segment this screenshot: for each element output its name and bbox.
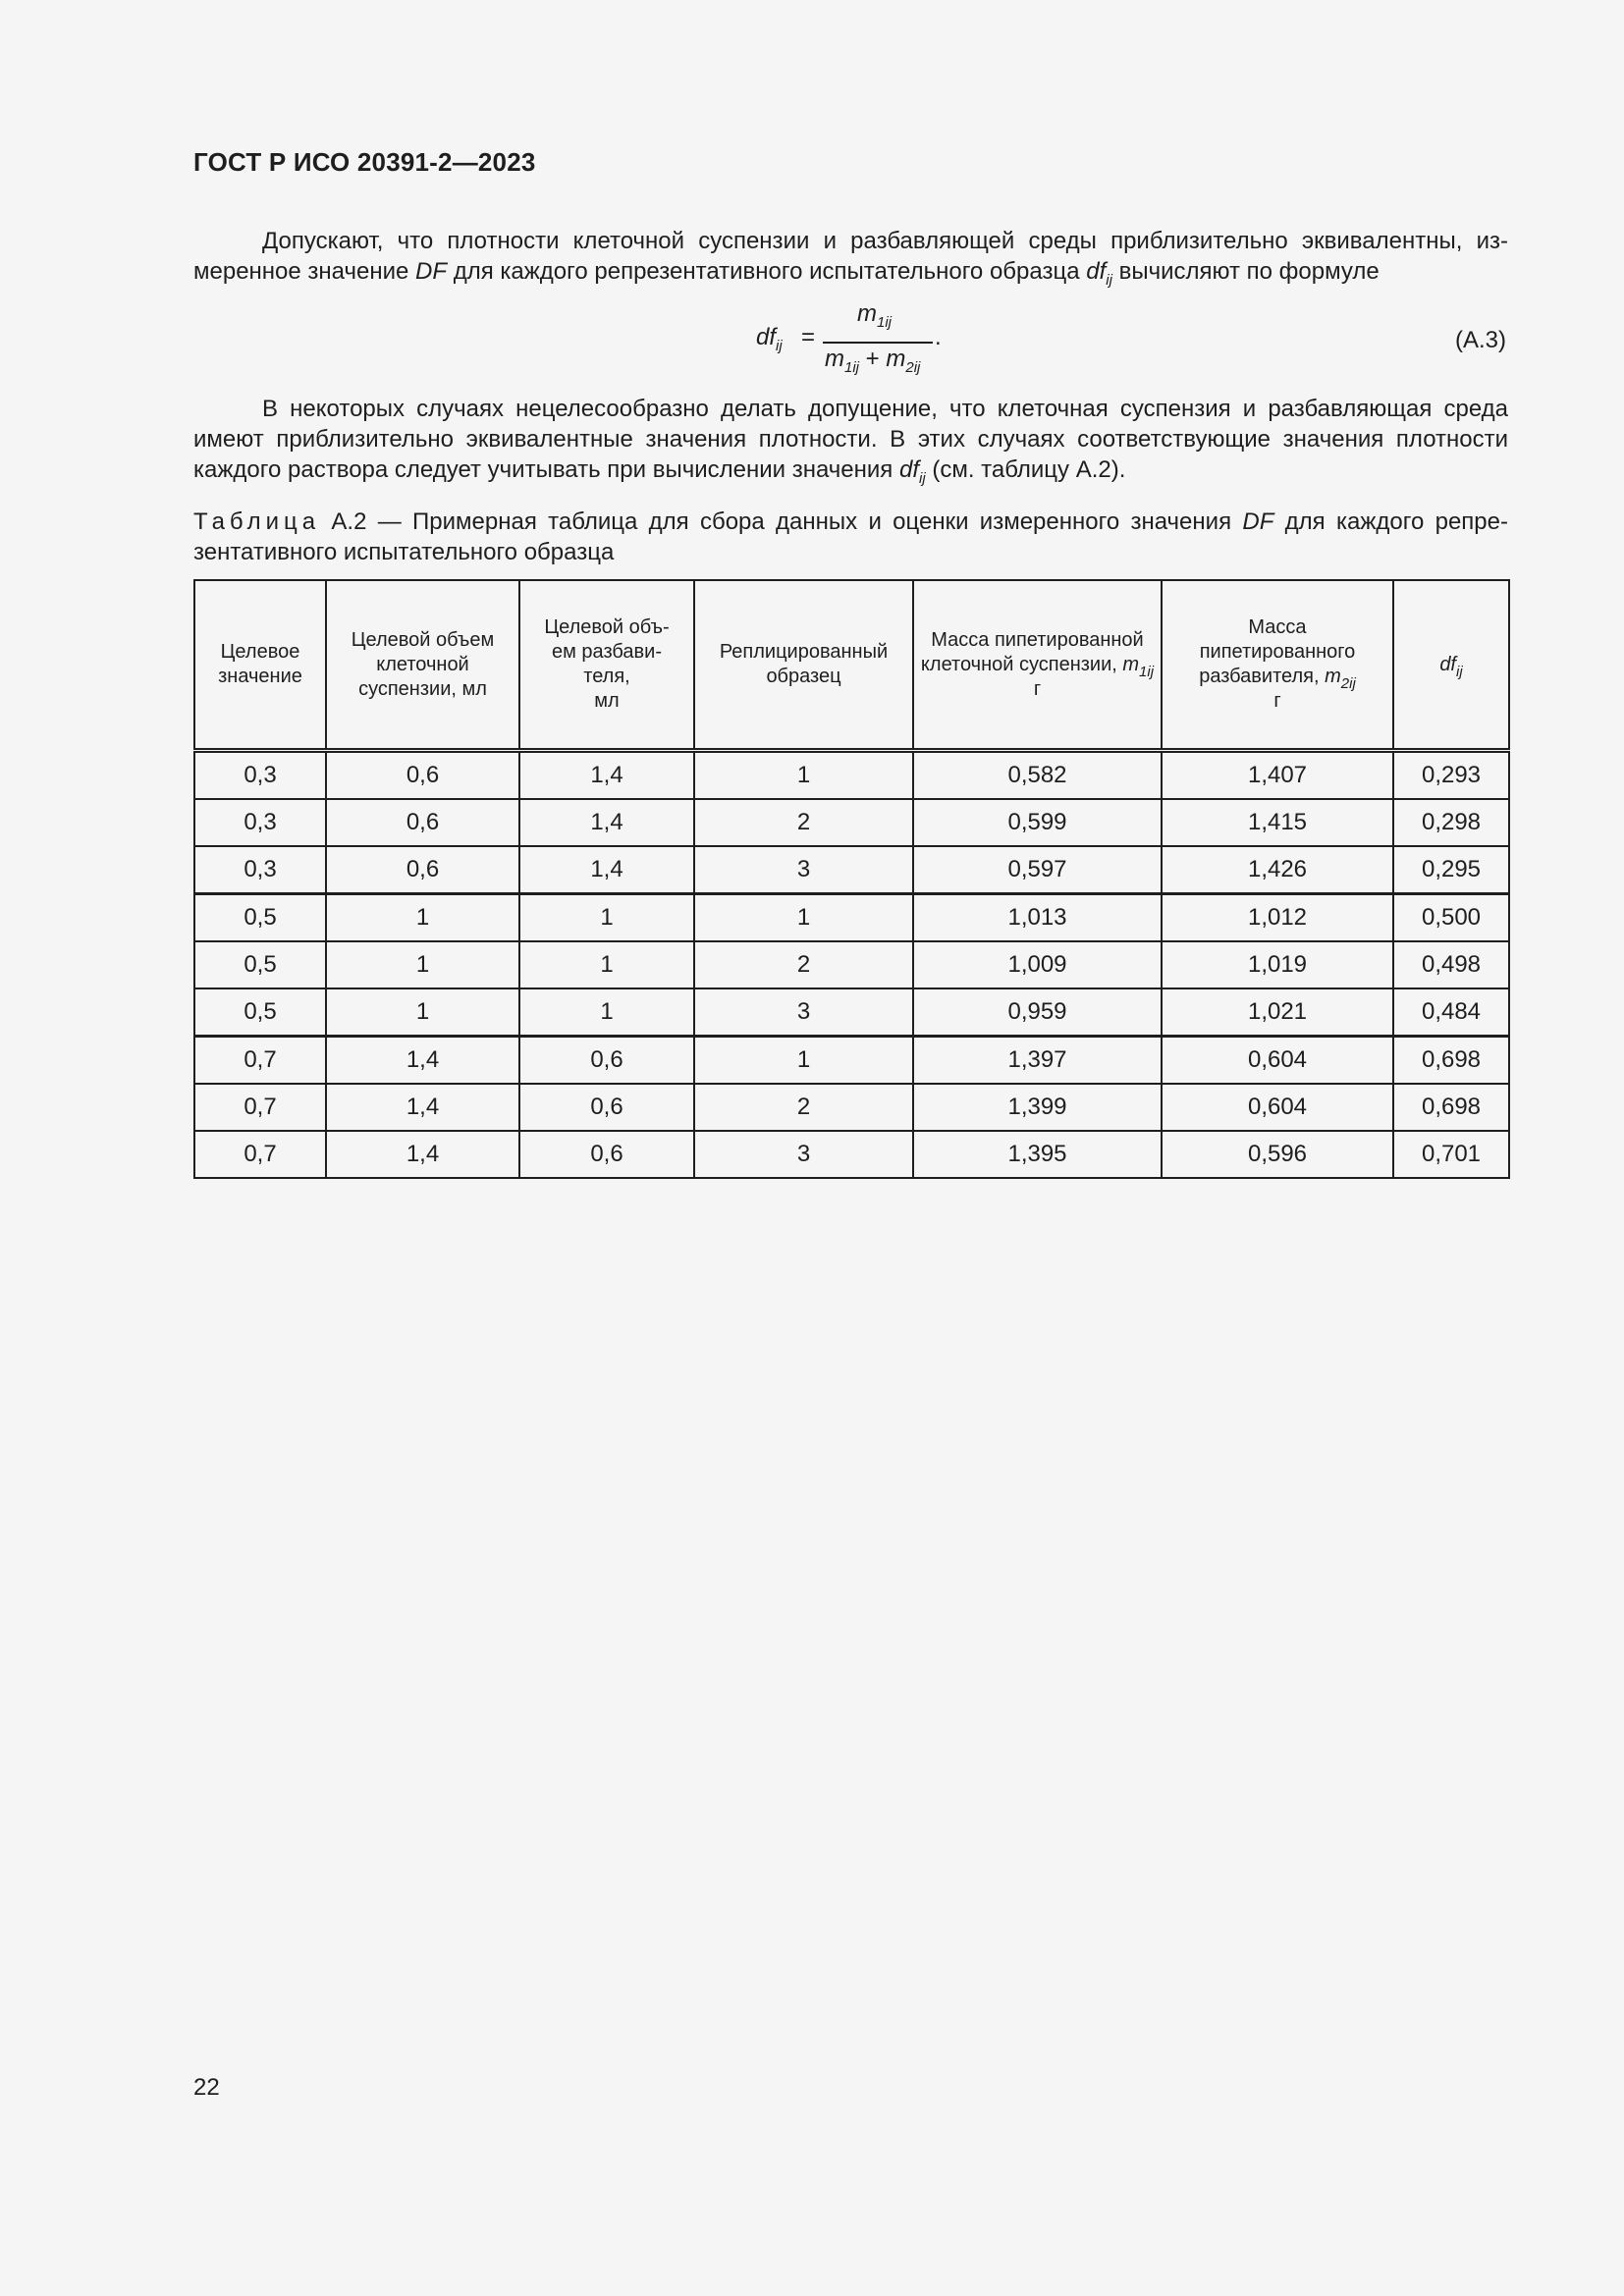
header-cell-mass: Масса пипетированной клеточной суспензии, $m_{1ij}$ г	[913, 580, 1162, 751]
table-header-row	[194, 580, 1509, 751]
table-cell: 1,019	[1162, 941, 1393, 988]
table-cell: 0,597	[913, 846, 1162, 894]
table-cell: 0,6	[326, 846, 519, 894]
table-cell: 0,599	[913, 799, 1162, 846]
formula-number: (A.3)	[1455, 327, 1507, 353]
table-cell: 0,959	[913, 988, 1162, 1037]
table-cell: 1,009	[913, 941, 1162, 988]
document-code-header: ГОСТ Р ИСО 20391-2—2023	[193, 147, 536, 177]
table-cell: 2	[694, 1084, 913, 1131]
table-row	[194, 1131, 1509, 1178]
table-cell: 1,4	[326, 1084, 519, 1131]
table-cell: 1,415	[1162, 799, 1393, 846]
paragraph-line: имеют приблизительно эквивалентные значения плотности. В этих случаях соответствующие значения плотности	[193, 426, 1508, 453]
table-cell: 0,3	[194, 751, 326, 800]
table-cell: 0,604	[1162, 1037, 1393, 1085]
table-cell: 1,397	[913, 1037, 1162, 1085]
table-cell: 1,4	[519, 751, 694, 800]
paragraph-line: В некоторых случаях нецелесообразно делать допущение, что клеточная суспензия и разбавляющая среда	[262, 396, 1508, 422]
table-cell: 0,6	[519, 1084, 694, 1131]
paragraph-line: каждого раствора следует учитывать при вычислении значения $df_{ij}$ (см. таблицу А.2).	[193, 456, 1126, 487]
table-cell: 1,4	[326, 1037, 519, 1085]
header-df: $df_{ij}$	[1393, 580, 1509, 751]
table-cell: 1	[519, 988, 694, 1037]
table-cell: 1	[694, 751, 913, 800]
header-target-cell-volume: Целевой объем клеточной суспензии, мл	[326, 580, 519, 751]
table-cell: 0,293	[1393, 751, 1509, 800]
table-cell: 0,701	[1393, 1131, 1509, 1178]
table-cell: 1	[519, 894, 694, 942]
table-cell: 0,604	[1162, 1084, 1393, 1131]
table-cell: 3	[694, 988, 913, 1037]
caption-line: зентативного испытательного образца	[193, 539, 615, 565]
paragraph-density-assumption	[193, 226, 1508, 287]
table-cell: 0,582	[913, 751, 1162, 800]
table-row	[194, 988, 1509, 1037]
table-caption	[193, 507, 1508, 567]
data-table	[193, 579, 1510, 1179]
table-row	[194, 751, 1509, 800]
table-cell: 0,5	[194, 988, 326, 1037]
table-row	[194, 1084, 1509, 1131]
table-cell: 1	[519, 941, 694, 988]
table-cell: 0,698	[1393, 1084, 1509, 1131]
header-target-value: Целевое значение	[194, 580, 326, 751]
table-cell: 1	[326, 941, 519, 988]
table-cell: 3	[694, 1131, 913, 1178]
table-cell: 0,3	[194, 846, 326, 894]
table-cell: 1,426	[1162, 846, 1393, 894]
paragraph-density-values	[193, 394, 1508, 485]
table-cell: 1	[694, 1037, 913, 1085]
table-cell: 3	[694, 846, 913, 894]
table-cell: 1,013	[913, 894, 1162, 942]
page-number: 22	[193, 2074, 220, 2101]
table-cell: 0,5	[194, 941, 326, 988]
table-cell: 1,012	[1162, 894, 1393, 942]
table-cell: 2	[694, 799, 913, 846]
table-cell: 0,7	[194, 1084, 326, 1131]
paragraph-line: меренное значение DF для каждого репрезентативного испытательного образца $df_{ij}$ вычисляют по формуле	[193, 258, 1380, 289]
table-row	[194, 799, 1509, 846]
table-row	[194, 846, 1509, 894]
table-row	[194, 1037, 1509, 1085]
table-cell: 0,698	[1393, 1037, 1509, 1085]
table-cell: 1,399	[913, 1084, 1162, 1131]
table-cell: 0,7	[194, 1131, 326, 1178]
table-cell: 1,021	[1162, 988, 1393, 1037]
formula-period: .	[935, 324, 942, 350]
table-cell: 0,298	[1393, 799, 1509, 846]
formula-denominator: $m_{1ij} + m_{2ij}$	[825, 346, 921, 376]
table-cell: 1	[694, 894, 913, 942]
table-cell: 0,6	[326, 799, 519, 846]
table-cell: 0,5	[194, 894, 326, 942]
table-row	[194, 894, 1509, 942]
table-cell: 0,500	[1393, 894, 1509, 942]
fraction-bar	[823, 342, 933, 344]
header-replicate: Реплицированный образец	[694, 580, 913, 751]
table-cell: 0,6	[326, 751, 519, 800]
table-cell: 0,3	[194, 799, 326, 846]
table-cell: 0,596	[1162, 1131, 1393, 1178]
table-cell: 0,6	[519, 1131, 694, 1178]
table-cell: 0,295	[1393, 846, 1509, 894]
header-diluent-mass: Масса пипетированного разбавителя, $m_{2ij}$ г	[1162, 580, 1393, 751]
paragraph-line: Допускают, что плотности клеточной суспензии и разбавляющей среды приблизительно эквивалентны, из-	[262, 228, 1508, 254]
table-cell: 0,7	[194, 1037, 326, 1085]
table-cell: 1,407	[1162, 751, 1393, 800]
table-cell: 1	[326, 988, 519, 1037]
table-row	[194, 941, 1509, 988]
table-cell: 1,4	[519, 799, 694, 846]
table-cell: 0,498	[1393, 941, 1509, 988]
formula-equals: =	[801, 324, 816, 350]
table-cell: 0,484	[1393, 988, 1509, 1037]
table-cell: 1,4	[326, 1131, 519, 1178]
table-cell: 1,4	[519, 846, 694, 894]
table-label: Таблица	[193, 508, 321, 535]
table-cell: 2	[694, 941, 913, 988]
formula-numerator: $m_{1ij}$	[857, 300, 893, 331]
table-cell: 0,6	[519, 1037, 694, 1085]
formula-lhs: $df_{ij}$	[756, 324, 783, 354]
table-cell: 1	[326, 894, 519, 942]
header-target-diluent-volume: Целевой объ- ем разбави- теля, мл	[519, 580, 694, 751]
caption-line: Таблица А.2 — Примерная таблица для сбора данных и оценки измеренного значения DF для каждого репре-	[193, 508, 1508, 535]
table-cell: 1,395	[913, 1131, 1162, 1178]
formula-a3	[756, 298, 952, 387]
